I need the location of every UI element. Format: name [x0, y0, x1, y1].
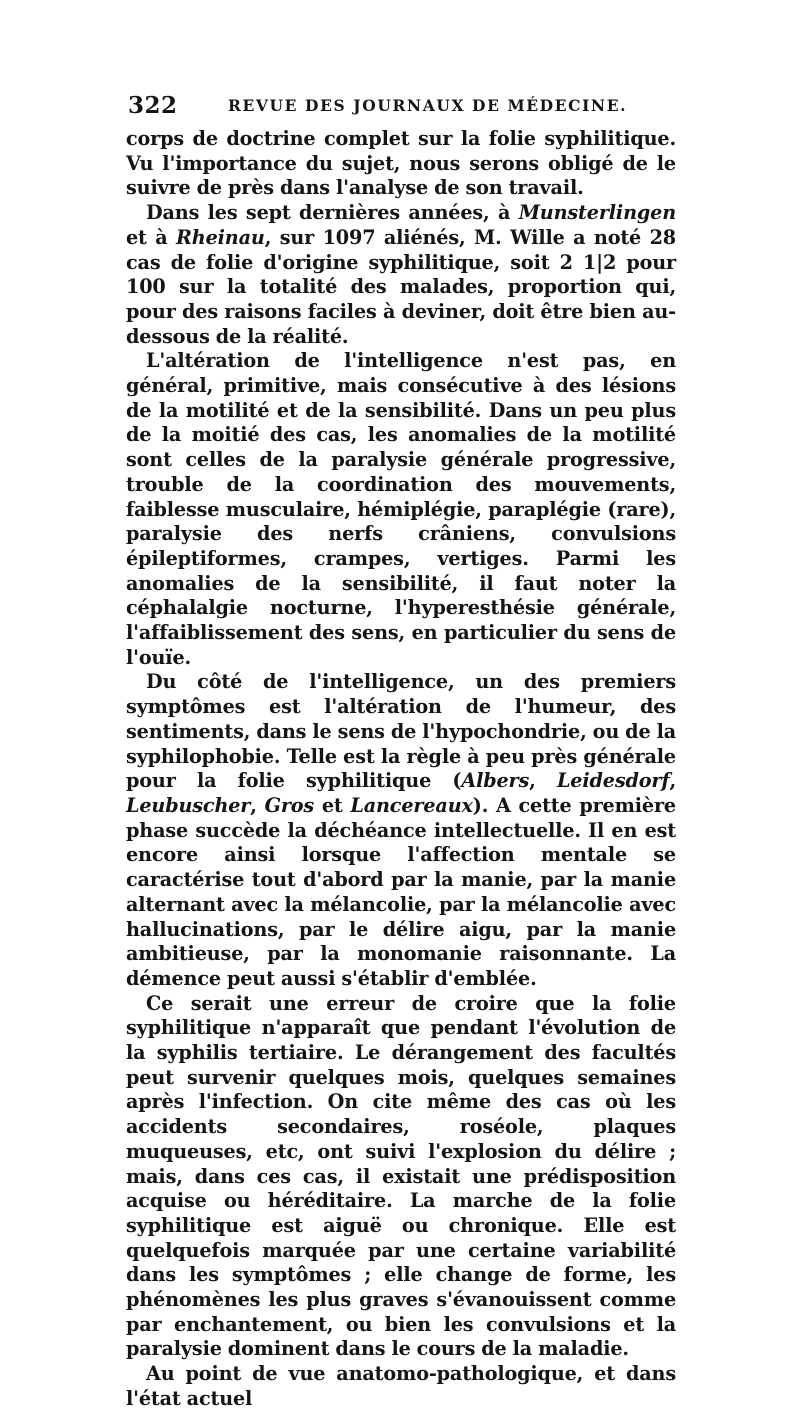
paragraph-1-text: corps de doctrine complet sur la folie syphilitique. Vu l'importance du sujet, nous serons obligé de le suivre de près dans l'analyse de son travail. — [126, 127, 676, 200]
paragraph-6 — [126, 1362, 676, 1411]
paragraph-4-text-before: Du côté de l'intelligence, un des premiers symptômes est l'altération de l'humeur, des sentiments, dans le sens de l'hypochondrie, ou de la syphilophobie. Telle est la règle à peu près générale pour la folie syphilitique ( — [126, 670, 676, 793]
author-separator: et — [314, 793, 351, 817]
paragraph-2-text-before: Dans les sept dernières années, à — [146, 201, 519, 225]
paragraph-2-text-mid: et à — [126, 225, 177, 249]
author-separator: , — [529, 769, 557, 793]
author-separator: , — [250, 793, 265, 817]
article-body — [126, 127, 676, 1412]
paragraph-3-text: L'altération de l'intelligence n'est pas, en général, primitive, mais consécutive à des lésions de la motilité et de la sensibilité. Dans un peu plus de la moitié des cas, les anomalies de la motilité sont celles de la paralysie générale progressive, trouble de la coordination des mouvements, faiblesse musculaire, hémiplégie, paraplégie (rare), paralysie des nerfs crâniens, convulsions épileptiformes, crampes, vertiges. Parmi les anomalies de la sensibilité, il faut noter la céphalalgie nocturne, l'hyperesthésie générale, l'affaiblissement des sens, en particulier du sens de l'ouïe. — [126, 349, 676, 669]
author-leidesdorf: Leidesdorf — [556, 769, 670, 793]
paragraph-2-text-after: , sur 1097 aliénés, M. Wille a noté 28 cas de folie d'origine syphilitique, soit 2 1|2 pour 100 sur la totalité des malades, proportion qui, pour des raisons faciles à deviner, doit être bien au-dessous de la réalité. — [126, 225, 676, 348]
paragraph-4 — [126, 670, 676, 991]
place-name-munsterlingen: Munsterlingen — [518, 201, 676, 225]
author-gros: Gros — [264, 793, 315, 817]
place-name-rheinau: Rheinau — [176, 225, 265, 249]
running-title: REVUE DES JOURNAUX DE MÉDECINE. — [228, 96, 628, 115]
paragraph-5 — [126, 992, 676, 1363]
paragraph-5-text: Ce serait une erreur de croire que la folie syphilitique n'apparaît que pendant l'évolution de la syphilis tertiaire. Le dérangement des facultés peut survenir quelques mois, quelques semaines après l'infection. On cite même des cas où les accidents secondaires, roséole, plaques muqueuses, etc, ont suivi l'explosion du délire ; mais, dans ces cas, il existait une prédisposition acquise ou héréditaire. La marche de la folie syphilitique est aiguë ou chronique. Elle est quelquefois marquée par une certaine variabilité dans les symptômes ; elle change de forme, les phénomènes les plus graves s'évanouissent comme par enchantement, ou bien les convulsions et la paralysie dominent dans le cours de la maladie. — [126, 991, 676, 1361]
page-number: 322 — [128, 92, 178, 119]
paragraph-1 — [126, 127, 676, 201]
author-separator: , — [669, 769, 676, 793]
author-leubuscher: Leubuscher — [126, 793, 251, 817]
author-albers: Albers — [461, 769, 530, 793]
paragraph-2 — [126, 201, 676, 349]
paragraph-6-text: Au point de vue anatomo-pathologique, et dans l'état actuel — [126, 1362, 676, 1410]
page-header — [128, 92, 688, 126]
author-lancereaux: Lancereaux — [350, 793, 473, 817]
paragraph-3 — [126, 349, 676, 670]
paragraph-4-text-after: ). A cette première phase succède la déchéance intellectuelle. Il en est encore ainsi lorsque l'affection mentale se caractérise tout d'abord par la manie, par la manie alternant avec la mélancolie, par la mélancolie avec hallucinations, par le délire aigu, par la manie ambitieuse, par la monomanie raisonnante. La démence peut aussi s'établir d'emblée. — [126, 793, 676, 990]
